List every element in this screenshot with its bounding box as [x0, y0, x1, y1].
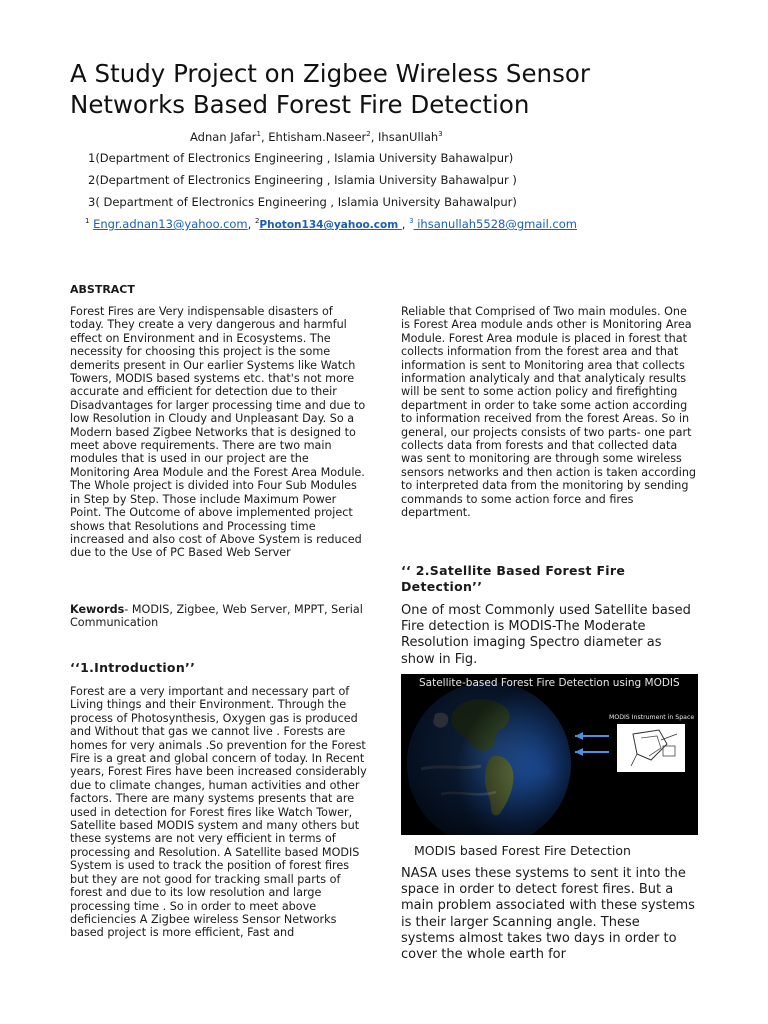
section2-continued: NASA uses these systems to sent it into the space in order to detect forest fires. But a main problem associated with these systems is their larger Scanning angle. These systems almost takes two days in order to cover the whole earth for — [401, 866, 695, 963]
keywords-label: Kewords — [70, 603, 125, 616]
author-superscript: 2 — [366, 130, 371, 139]
abstract-heading-text: ABSTRACT — [70, 283, 135, 296]
author-superscript: 3 — [438, 130, 443, 139]
affiliation-1: 1(Department of Electronics Engineering , Islamia University Bahawalpur) — [88, 151, 514, 165]
modis-figure-graphic — [401, 674, 698, 835]
intro-body: Forest are a very important and necessary part of Living things and their Environment. Through the process of Photosynthesis, Oxygen gas is produced and Without that gas we cannot live . Forests are homes for very animals .So prevention for the Forest Fire is a great and global concern of today. In Recent years, Forest Fires have been increased considerably due to climate changes, human activities and other factors. There are many systems presents that are used in detection for Forest fires like Watch Tower, Satellite based MODIS system and many others but these systems are not very efficient in terms of processing and Resolution. A Satellite based MODIS System is used to track the position of forest fires but they are not good for tracking small parts of forest and due to its low resolution and large processing time . So in order to meet above deficiencies A Zigbee wireless Sensor Networks based project is more efficient, Fast and — [70, 685, 367, 940]
figure-instrument-label: MODIS Instrument in Space — [609, 714, 695, 721]
author-list — [190, 130, 443, 144]
author-name: , IhsanUllah — [370, 130, 439, 144]
email-list — [85, 217, 577, 231]
keywords-text: - MODIS, Zigbee, Web Server, MPPT, Serial Communication — [70, 603, 363, 630]
section2-heading — [401, 563, 661, 595]
email-link-3[interactable]: ihsanullah5528@gmail.com — [413, 217, 577, 231]
email-link-2[interactable]: Photon134@yahoo.com — [259, 219, 402, 231]
email-superscript: 3 — [409, 217, 414, 226]
affiliation-2: 2(Department of Electronics Engineering , Islamia University Bahawalpur ) — [88, 173, 517, 187]
email-superscript: 2 — [254, 217, 260, 226]
keywords — [70, 603, 370, 630]
abstract-heading — [70, 283, 370, 296]
affiliation-3: 3( Department of Electronics Engineering , Islamia University Bahawalpur) — [88, 195, 517, 209]
intro-heading — [70, 660, 370, 676]
email-superscript: 1 — [85, 217, 90, 226]
satellite-icon — [617, 724, 685, 772]
email-separator: , — [247, 217, 255, 231]
paper-title — [70, 58, 730, 120]
email-separator: , — [401, 217, 410, 231]
author-superscript: 1 — [256, 130, 261, 139]
right-column-body: Reliable that Comprised of Two main modules. One is Forest Area module ands other is Monitoring Area Module. Forest Area module is placed in forest that collects information from the forest area and that information is sent to Monitoring area that collects information analyticaly and that analyticaly results will be sent to some action policy and firefighting department in order to take some action according to information received from the forest Areas. So in general, our projects consists of two parts- one part collects data from forests and that collected data was sent to monitoring are through some wireless sensors networks and then action is taken according to interpreted data from the monitoring by sending commands to some action force and fires department. — [401, 305, 697, 520]
email-link-1[interactable]: Engr.adnan13@yahoo.com — [93, 217, 248, 231]
section2-body: One of most Commonly used Satellite based Fire detection is MODIS-The Moderate Resolution imaging Spectro diameter as show in Fig. — [401, 603, 691, 667]
title-line-2: Networks Based Forest Fire Detection — [70, 90, 530, 119]
intro-heading-text: ‘‘1.Introduction’’ — [70, 660, 196, 675]
figure-title: Satellite-based Forest Fire Detection using MODIS — [419, 677, 680, 689]
abstract-body: Forest Fires are Very indispensable disasters of today. They create a very dangerous and harmful effect on Environment and in Ecosystems. The necessity for choosing this project is the some demerits present in Our earlier Systems like Watch Towers, MODIS based systems etc. that's not more accurate and efficient for detection due to their Disadvantages for larger processing time and due to low Resolution in Cloudy and Unpleasant Day. So a Modern based Zigbee Networks that is designed to meet above requirements. There are two main modules that is used in our project are the Monitoring Area Module and the Forest Area Module. The Whole project is divided into Four Sub Modules in Step by Step. Those include Maximum Power Point. The Outcome of above implemented project shows that Resolutions and Processing time increased and also cost of Above System is reduced due to the Use of PC Based Web Server — [70, 305, 366, 560]
figure-caption: MODIS based Forest Fire Detection — [414, 843, 631, 858]
section2-heading-text: ‘‘ 2.Satellite Based Forest Fire Detection’’ — [401, 563, 626, 594]
author-name: , Ehtisham.Naseer — [260, 130, 367, 144]
modis-figure — [401, 674, 698, 835]
title-line-1: A Study Project on Zigbee Wireless Sensor — [70, 59, 590, 88]
author-name: Adnan Jafar — [190, 130, 257, 144]
